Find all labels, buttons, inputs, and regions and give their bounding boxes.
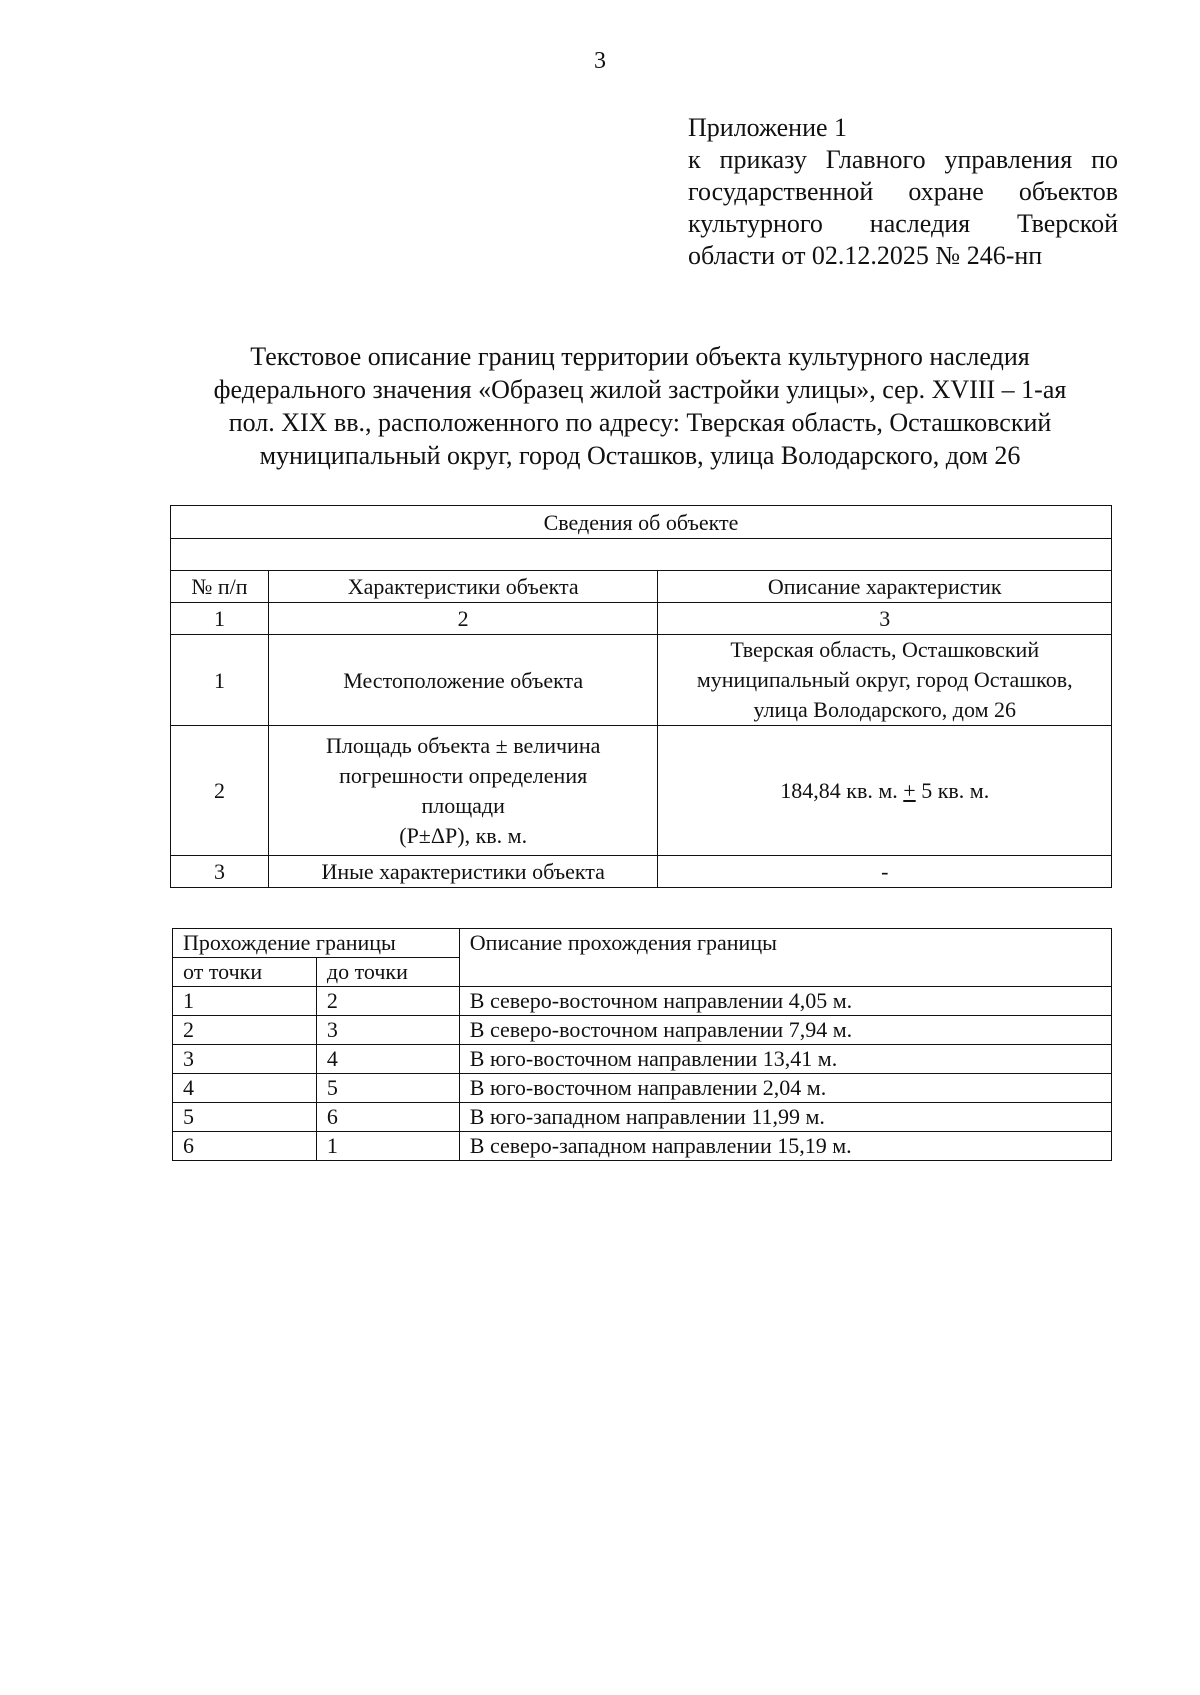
row-characteristic <box>268 726 658 856</box>
row-description <box>658 635 1112 726</box>
to-point: 6 <box>316 1103 459 1132</box>
description-line: улица Володарского, дом 26 <box>753 697 1016 722</box>
header-to-point: до точки <box>316 958 459 987</box>
document-title-line: пол. XIX вв., расположенного по адресу: Тверская область, Осташковский <box>228 408 1052 437</box>
header-characteristic: Характеристики объекта <box>268 571 658 603</box>
description-line: Тверская область, Осташковский <box>730 637 1040 662</box>
to-point: 3 <box>316 1016 459 1045</box>
table-row <box>173 1132 1112 1161</box>
table-row <box>173 987 1112 1016</box>
table-row <box>171 726 1112 856</box>
header-border-passage: Прохождение границы <box>173 929 460 958</box>
table-row <box>171 856 1112 888</box>
characteristic-line: (P±ΔP), кв. м. <box>399 822 528 848</box>
to-point: 1 <box>316 1132 459 1161</box>
row-number: 1 <box>171 635 269 726</box>
object-info-table <box>170 505 1112 888</box>
table-row <box>171 635 1112 726</box>
segment-description: В юго-восточном направлении 13,41 м. <box>459 1045 1111 1074</box>
row-description: - <box>658 856 1112 888</box>
area-tolerance: 5 кв. м. <box>921 778 990 803</box>
table-row <box>173 1016 1112 1045</box>
appendix-title: Приложение 1 <box>688 113 848 142</box>
document-title <box>160 340 1120 472</box>
table-header-row <box>171 571 1112 603</box>
row-characteristic: Местоположение объекта <box>268 635 658 726</box>
segment-description: В юго-восточном направлении 2,04 м. <box>459 1074 1111 1103</box>
header-border-description: Описание прохождения границы <box>459 929 1111 987</box>
appendix-block <box>688 112 1118 272</box>
table-row <box>173 1045 1112 1074</box>
row-characteristic: Иные характеристики объекта <box>268 856 658 888</box>
row-number: 3 <box>171 856 269 888</box>
border-passage-table <box>172 928 1112 1161</box>
header-from-point: от точки <box>173 958 317 987</box>
from-point: 2 <box>173 1016 317 1045</box>
segment-description: В северо-восточном направлении 7,94 м. <box>459 1016 1111 1045</box>
header-description: Описание характеристик <box>658 571 1112 603</box>
segment-description: В северо-восточном направлении 4,05 м. <box>459 987 1111 1016</box>
description-line: муниципальный округ, город Осташков, <box>696 667 1073 692</box>
segment-description: В юго-западном направлении 11,99 м. <box>459 1103 1111 1132</box>
table-spacer-row <box>171 539 1112 571</box>
column-number-row <box>171 603 1112 635</box>
table-empty-cell <box>171 539 1112 571</box>
document-title-line: федерального значения «Образец жилой застройки улицы», сер. XVIII – 1-ая <box>213 375 1067 404</box>
table-header-row <box>173 929 1112 958</box>
area-value: 184,84 кв. м. <box>780 778 898 803</box>
characteristic-line: погрешности определения <box>339 762 588 788</box>
characteristic-line: площади <box>421 792 505 818</box>
from-point: 1 <box>173 987 317 1016</box>
row-description <box>658 726 1112 856</box>
from-point: 3 <box>173 1045 317 1074</box>
document-title-line: Текстовое описание границ территории объекта культурного наследия <box>250 342 1030 371</box>
from-point: 4 <box>173 1074 317 1103</box>
from-point: 6 <box>173 1132 317 1161</box>
appendix-text: к приказу Главного управления по государственной охране объектов культурного наследия Тверской области от 02.12.2025 № 246-нп <box>688 145 1118 270</box>
to-point: 2 <box>316 987 459 1016</box>
table-row <box>173 1074 1112 1103</box>
document-title-line: муниципальный округ, город Осташков, улица Володарского, дом 26 <box>259 441 1021 470</box>
column-number: 2 <box>268 603 658 635</box>
from-point: 5 <box>173 1103 317 1132</box>
table-caption-row <box>171 506 1112 539</box>
characteristic-line: Площадь объекта ± величина <box>326 732 601 758</box>
page-number: 3 <box>594 48 606 74</box>
header-number: № п/п <box>171 571 269 603</box>
row-number: 2 <box>171 726 269 856</box>
column-number: 1 <box>171 603 269 635</box>
column-number: 3 <box>658 603 1112 635</box>
table-caption: Сведения об объекте <box>171 506 1112 539</box>
segment-description: В северо-западном направлении 15,19 м. <box>459 1132 1111 1161</box>
table-row <box>173 1103 1112 1132</box>
plus-minus-sign: + <box>903 778 916 803</box>
to-point: 4 <box>316 1045 459 1074</box>
to-point: 5 <box>316 1074 459 1103</box>
